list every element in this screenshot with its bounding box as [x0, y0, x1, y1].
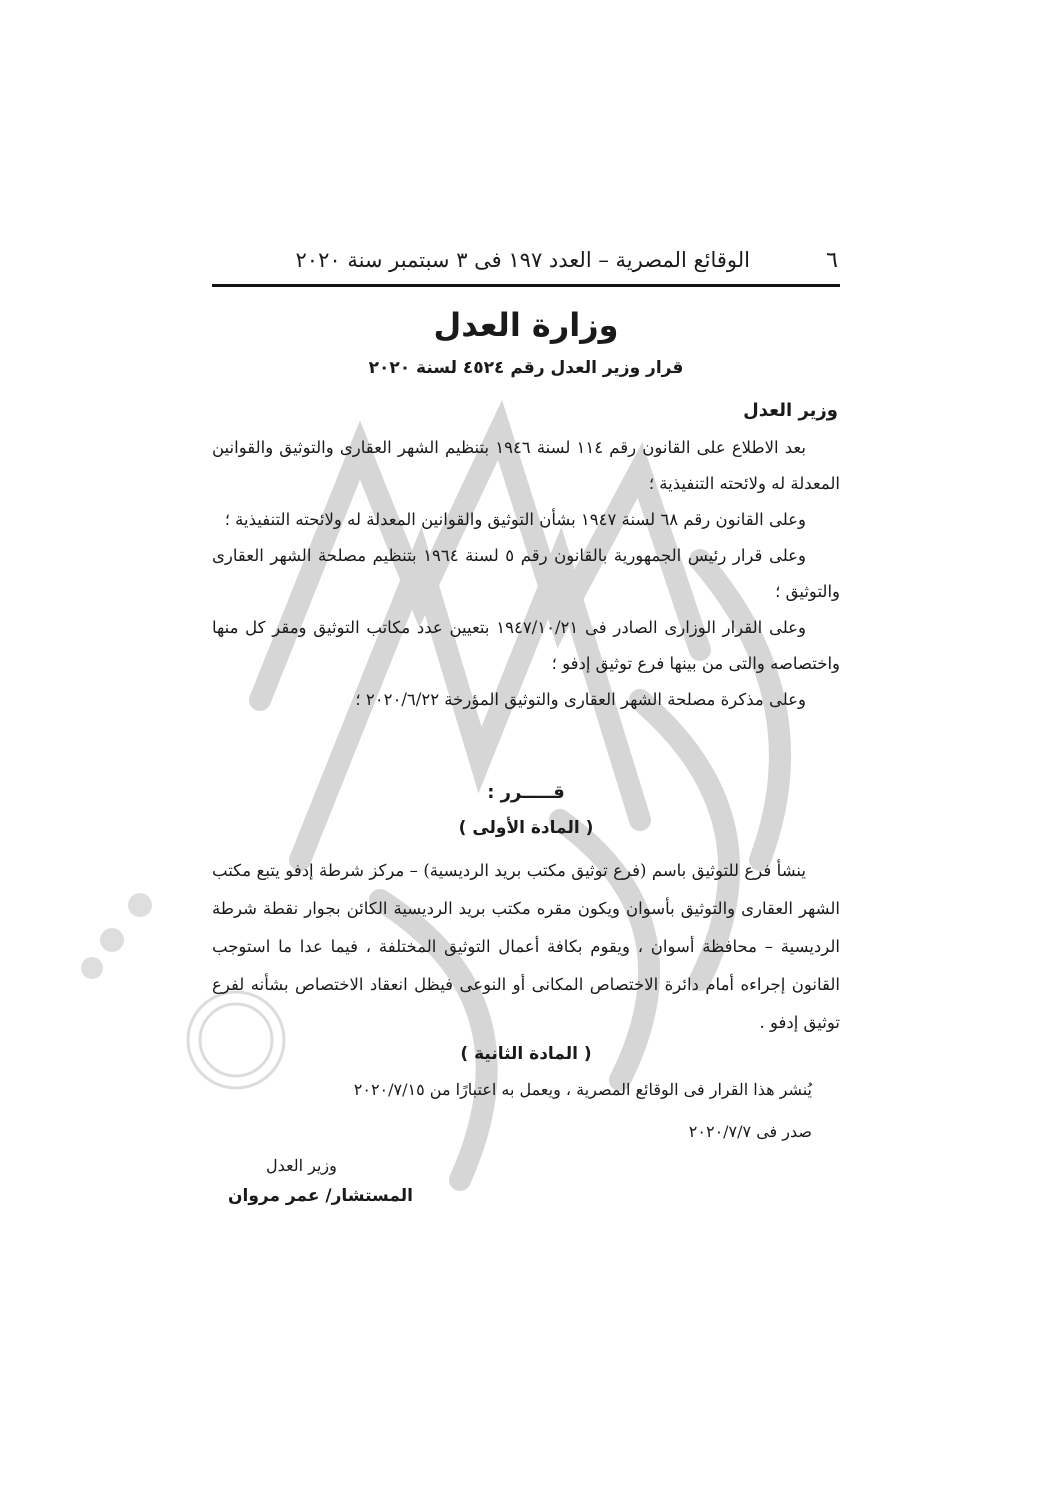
preamble-paragraph: وعلى مذكرة مصلحة الشهر العقارى والتوثيق المؤرخة ٢٠٢٠/٦/٢٢ ؛	[355, 690, 806, 709]
gazette-issue-line: الوقائع المصرية – العدد ١٩٧ فى ٣ سبتمبر سنة ٢٠٢٠	[295, 248, 750, 272]
minister-heading: وزير العدل	[743, 400, 838, 421]
ministry-title: وزارة العدل	[433, 306, 619, 344]
signature-role: وزير العدل	[266, 1156, 337, 1175]
preamble-paragraph: وعلى القرار الوزارى الصادر فى ١٩٤٧/١٠/٢١ بتعيين عدد مكاتب التوثيق ومقر كل منها واختصاصه والتى من بينها فرع توثيق إدفو ؛	[212, 618, 840, 673]
article-one-text: ينشأ فرع للتوثيق باسم (فرع توثيق مكتب بريد الرديسية) – مركز شرطة إدفو يتبع مكتب الشهر العقارى والتوثيق بأسوان ويكون مقره مكتب بريد الرديسية الكائن بجوار نقطة شرطة الرديسية – محافظة أسوان ، ويقوم بكافة أعمال التوثيق المختلفة ، فيما عدا ما استوجب القانون إجراءه أمام دائرة الاختصاص المكانى أو النوعى فيظل انعقاد الاختصاص بشأنه لفرع توثيق إدفو .	[212, 861, 840, 1032]
header-rule	[212, 284, 840, 287]
article-two-text: يُنشر هذا القرار فى الوقائع المصرية ، ويعمل به اعتبارًا من ٢٠٢٠/٧/١٥	[353, 1080, 812, 1099]
preamble	[212, 430, 840, 718]
decree-title: قرار وزير العدل رقم ٤٥٢٤ لسنة ٢٠٢٠	[368, 358, 684, 378]
article-one	[212, 852, 840, 1042]
signature-name: المستشار/ عمر مروان	[228, 1186, 413, 1206]
preamble-paragraph: وعلى القانون رقم ٦٨ لسنة ١٩٤٧ بشأن التوثيق والقوانين المعدلة له ولائحته التنفيذية ؛	[224, 510, 806, 529]
article-two-title: ( المادة الثانية )	[460, 1044, 592, 1064]
article-one-title: ( المادة الأولى )	[458, 818, 594, 838]
preamble-paragraph: وعلى قرار رئيس الجمهورية بالقانون رقم ٥ لسنة ١٩٦٤ بتنظيم مصلحة الشهر العقارى والتوثيق ؛	[212, 546, 840, 601]
decided-label: قـــــرر :	[487, 782, 565, 803]
preamble-paragraph: بعد الاطلاع على القانون رقم ١١٤ لسنة ١٩٤٦ بتنظيم الشهر العقارى والتوثيق والقوانين المعدلة له ولائحته التنفيذية ؛	[212, 438, 840, 493]
page-header	[212, 248, 838, 278]
issued-date: صدر فى ٢٠٢٠/٧/٧	[688, 1122, 812, 1141]
page-number: ٦	[826, 248, 838, 273]
